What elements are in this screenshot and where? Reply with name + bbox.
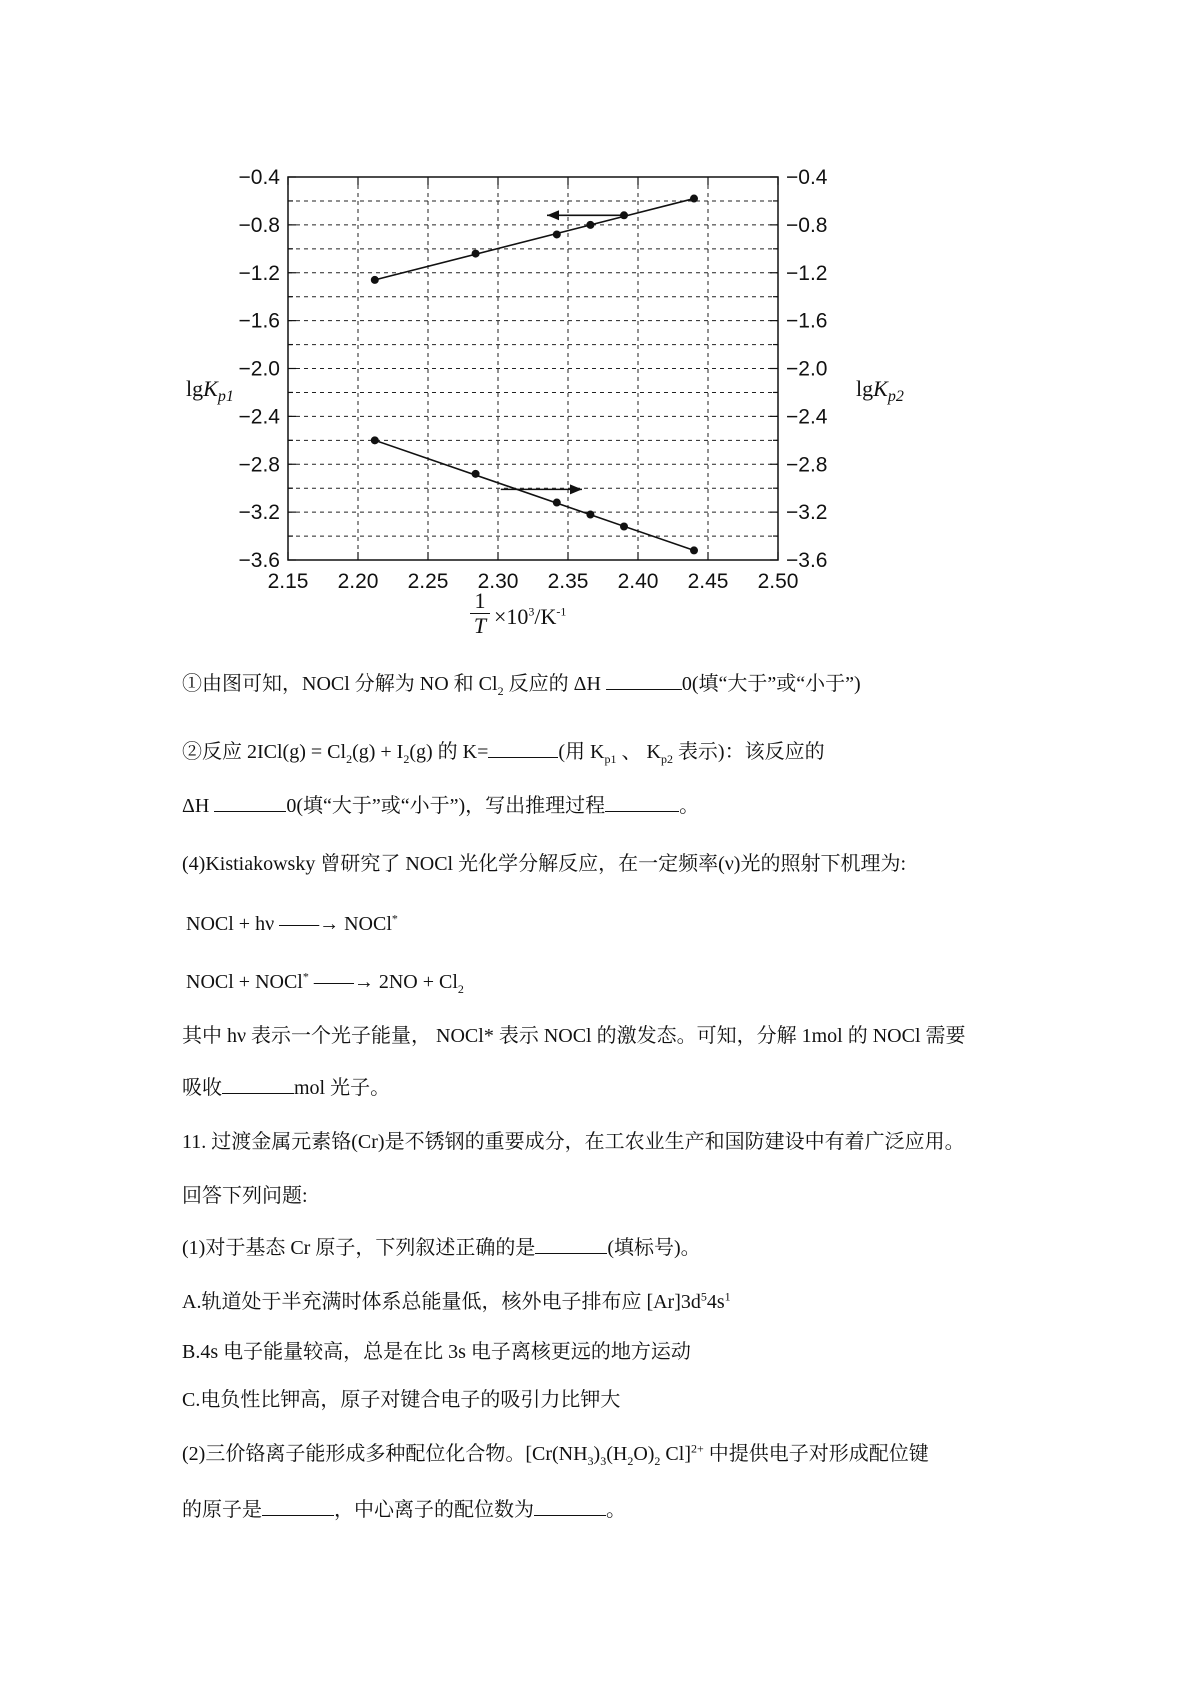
y-tick-label-left: −0.4 [238,166,280,189]
question-3-2: ②反应 $2ICl(g) = Cl_2(g) + I_2(g)$ 的 K= (用 $K_{p1}$ 、 $K_{p2}$ 表示)：该反应的 [182,741,825,766]
chart-arrows [501,210,627,494]
y-tick-label-right: −3.2 [786,501,828,525]
answer-blank[interactable] [605,811,679,812]
x-axis-unit: $\times 10^3/K^{-1}$ [494,604,567,629]
y-tick-label-left: −0.8 [238,213,280,237]
option-c: C.电负性比钾高，原子对键合电子的吸引力比钾大 [182,1389,621,1411]
y-tick-label-right: −3.6 [786,549,828,572]
mechanism-step-1: NOCl + hν ——→ NOCl* [186,911,398,935]
x-axis-fraction: 1 T [470,590,490,637]
question-4-line-1: 其中 hν 表示一个光子能量， NOCl* 表示 NOCl 的激发态。可知，分解 1mol 的 NOCl 需要 [182,1025,966,1047]
data-point [690,195,698,203]
arrow-head-icon [570,484,582,494]
y-tick-labels-left [239,166,281,572]
y-tick-label-right: −2.8 [786,453,828,477]
mechanism-step-2: NOCl + NOCl* ——→ $2NO + Cl_2$ [186,969,464,996]
x-tick-label: 2.30 [477,570,519,593]
question-4-intro: (4)Kistiakowsky 曾研究了 NOCl 光化学分解反应，在一定频率(ν)光的照射下机理为: [182,853,907,875]
data-point [472,250,480,258]
chart [0,0,1200,660]
answer-blank[interactable] [606,689,682,690]
x-tick-label: 2.45 [687,570,729,593]
answer-blank[interactable] [214,811,286,812]
y-tick-label-right: −2.0 [786,357,828,381]
arrow-head-icon [547,210,559,220]
x-tick-label: 2.35 [547,570,589,593]
y-tick-label-left: −1.2 [238,261,280,285]
data-point [371,276,379,284]
question-11-3: 的原子是 ，中心离子的配位数为 。 [182,1499,626,1521]
x-axis-label [470,590,640,650]
x-tick-label: 2.15 [267,570,309,593]
data-point [371,436,379,444]
y-tick-label-left: −2.4 [238,405,280,429]
chart-grid [288,177,778,560]
chart-lines [375,199,694,551]
data-point [620,211,628,219]
x-tick-label: 2.20 [337,570,379,593]
y-tick-labels-right [786,166,828,572]
answer-blank[interactable] [488,757,558,758]
question-4-line-2: 吸收 mol 光子。 [182,1077,391,1099]
question-11-1: (1)对于基态 Cr 原子，下列叙述正确的是 (填标号)。 [182,1237,701,1259]
y-tick-label-left: −2.0 [238,357,280,381]
data-point [690,546,698,554]
option-b: B.4s 电子能量较高，总是在比 3s 电子离核更远的地方运动 [182,1341,691,1363]
x-tick-label: 2.25 [407,570,449,593]
series-line-2 [375,440,694,550]
y-axis-label-left: lgK$_{p1}$ [186,376,234,406]
y-tick-label-left: −3.2 [238,501,280,525]
data-point [586,511,594,519]
answer-blank[interactable] [535,1253,607,1254]
y-tick-label-right: −1.6 [786,309,828,333]
answer-blank[interactable] [222,1093,294,1094]
question-3-1: ①由图可知，NOCl 分解为 NO 和 $Cl_2$ 反应的 ΔH 0(填“大于”或“小于”) [182,673,861,698]
data-point [620,522,628,530]
data-point [586,221,594,229]
y-tick-label-right: −2.4 [786,405,828,429]
question-11-line-1: 11. 过渡金属元素铬(Cr)是不锈钢的重要成分，在工农业生产和国防建设中有着广泛应用。 [182,1131,965,1153]
y-tick-label-right: −0.4 [786,166,828,189]
y-tick-label-left: −3.6 [238,549,280,572]
y-tick-label-left: −1.6 [238,309,280,333]
data-point [472,470,480,478]
data-point [553,499,561,507]
answer-blank[interactable] [534,1515,606,1516]
y-tick-label-right: −1.2 [786,261,828,285]
question-3-2-cont: ΔH 0(填“大于”或“小于”)，写出推理过程 。 [182,795,700,817]
question-11-line-2: 回答下列问题: [182,1185,308,1207]
data-point [553,230,561,238]
y-axis-label-right: lgK$_{p2}$ [856,376,904,406]
y-tick-label-right: −0.8 [786,213,828,237]
answer-blank[interactable] [262,1515,334,1516]
x-tick-label: 2.50 [757,570,799,593]
y-tick-label-left: −2.8 [238,453,280,477]
x-tick-label: 2.40 [617,570,659,593]
option-a: A.轨道处于半充满时体系总能量低，核外电子排布应 $[Ar]3d^54s^1$ [182,1289,731,1313]
series-line-1 [375,199,694,280]
question-11-2: (2)三价铬离子能形成多种配位化合物。[$Cr(NH_3)_3(H_2O)_2$ Cl]$^{2+}$ 中提供电子对形成配位键 [182,1441,929,1468]
